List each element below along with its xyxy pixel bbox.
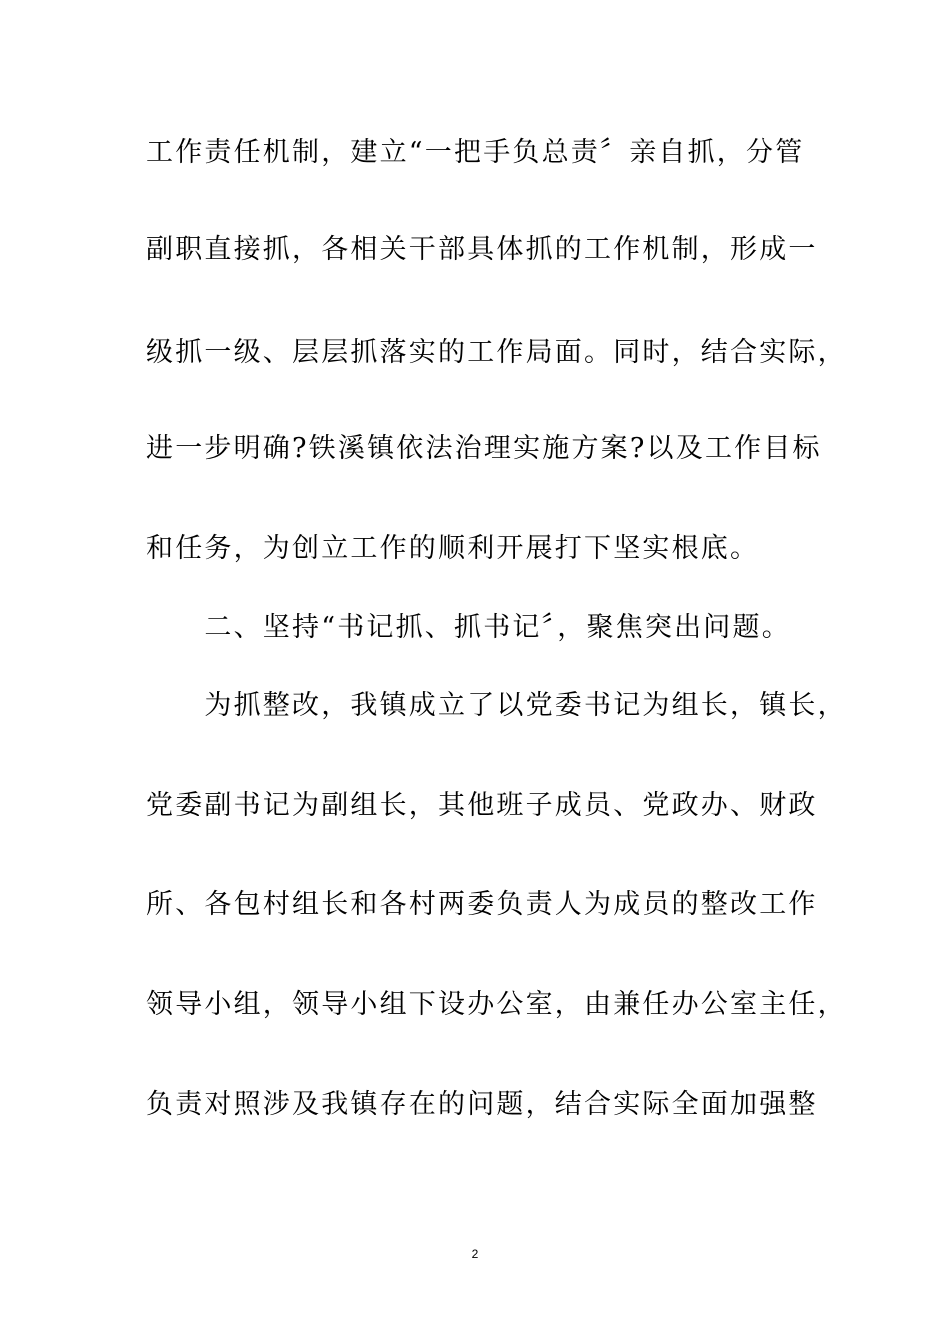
- text-line-9: 所、各包村组长和各村两委负责人为成员的整改工作: [146, 889, 818, 920]
- text-line-4: 进一步明确?铁溪镇依法治理实施方案?以及工作目标: [146, 433, 822, 464]
- text-line-8: 党委副书记为副组长，其他班子成员、党政办、财政: [146, 790, 818, 821]
- section-heading: 二、坚持“书记抓、抓书记〞，聚焦突出问题。: [146, 612, 791, 643]
- text-line-2: 副职直接抓，各相关干部具体抓的工作机制，形成一: [146, 234, 818, 265]
- text-line-1: 工作责任机制，建立“一把手负总责〞亲自抓，分管: [146, 137, 805, 168]
- text-line-7: 为抓整改，我镇成立了以党委书记为组长，镇长，: [146, 690, 847, 721]
- page-number: 2: [471, 1247, 479, 1261]
- text-line-5: 和任务，为创立工作的顺利开展打下坚实根底。: [146, 533, 760, 564]
- text-line-10: 领导小组，领导小组下设办公室，由兼任办公室主任，: [146, 989, 847, 1020]
- text-line-3: 级抓一级、层层抓落实的工作局面。同时，结合实际，: [146, 337, 847, 368]
- text-line-11: 负责对照涉及我镇存在的问题，结合实际全面加强整: [146, 1089, 818, 1120]
